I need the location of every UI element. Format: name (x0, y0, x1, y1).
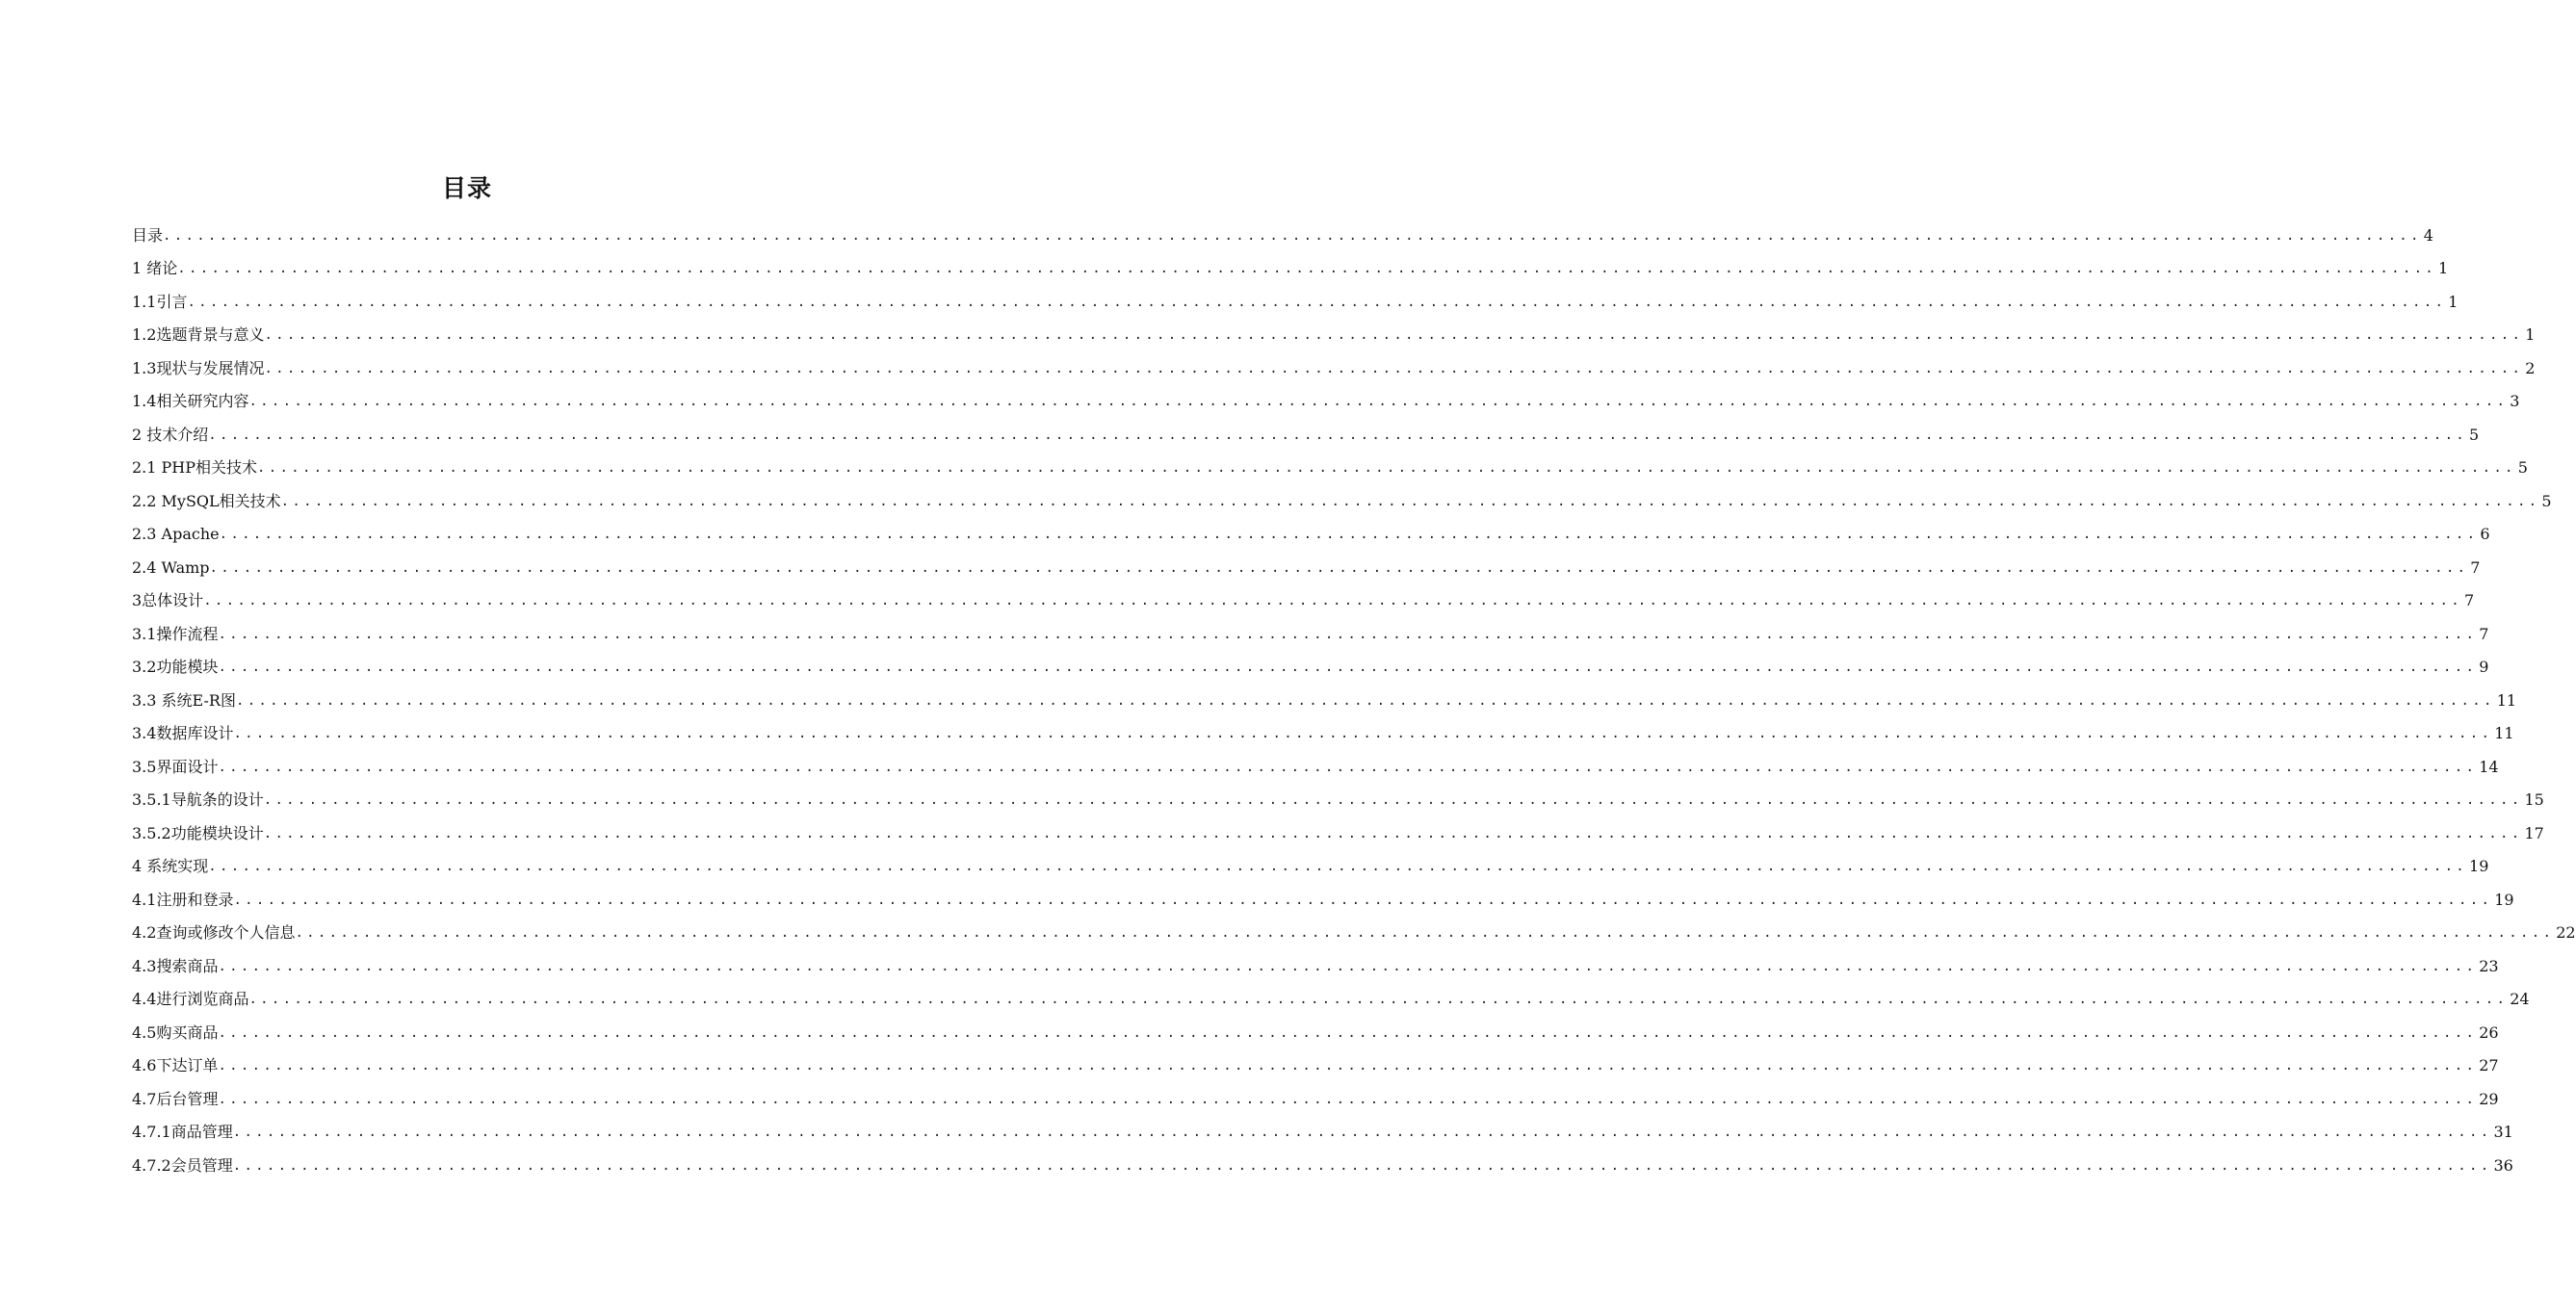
toc-entry-page-number: 7 (2479, 624, 2489, 643)
toc-entry[interactable] (132, 279, 2459, 313)
table-of-contents (132, 213, 2576, 1177)
toc-entry-label: 3.5界面设计 (132, 757, 219, 776)
toc-dot-leader: ........................................................................................................................................................................................................ (203, 593, 2462, 608)
toc-entry-label: 4.5购买商品 (132, 1022, 219, 1042)
toc-entry[interactable] (132, 545, 2481, 579)
toc-entry-label: 4.7.1商品管理 (132, 1123, 233, 1141)
toc-entry-page-number: 22 (2556, 923, 2576, 942)
toc-entry[interactable] (132, 678, 2517, 712)
toc-entry[interactable] (132, 778, 2544, 812)
toc-dot-leader: ........................................................................................................................................................................................................ (232, 1157, 2492, 1174)
toc-entry-page-number: 5 (2541, 491, 2552, 510)
toc-entry[interactable] (132, 811, 2544, 844)
toc-entry[interactable] (132, 744, 2499, 778)
toc-entry-page-number: 14 (2479, 757, 2499, 776)
toc-dot-leader: ........................................................................................................................................................................................................ (280, 493, 2540, 509)
toc-entry-page-number: 7 (2463, 591, 2475, 609)
toc-entry-label: 2 技术介绍 (132, 425, 209, 444)
toc-entry[interactable] (132, 977, 2530, 1011)
toc-dot-leader: ........................................................................................................................................................................................................ (264, 327, 2524, 343)
toc-entry[interactable] (132, 313, 2536, 347)
toc-entry-page-number: 26 (2479, 1022, 2499, 1042)
toc-entry-page-number: 29 (2479, 1089, 2499, 1108)
toc-entry[interactable] (132, 944, 2499, 977)
toc-entry-page-number: 6 (2480, 525, 2490, 543)
toc-entry-label: 3.4数据库设计 (132, 724, 234, 742)
toc-entry-page-number: 9 (2479, 658, 2489, 676)
toc-dot-leader: ........................................................................................................................................................................................................ (218, 759, 2478, 775)
toc-entry-label: 2.2 MySQL相关技术 (132, 491, 281, 510)
toc-entry[interactable] (132, 446, 2528, 479)
toc-dot-leader: ........................................................................................................................................................................................................ (177, 261, 2437, 276)
toc-dot-leader: ........................................................................................................................................................................................................ (218, 958, 2478, 974)
toc-entry[interactable] (132, 579, 2475, 612)
toc-entry[interactable] (132, 379, 2520, 413)
toc-dot-leader: ........................................................................................................................................................................................................ (233, 892, 2493, 908)
toc-entry[interactable] (132, 877, 2514, 911)
toc-entry-label: 4.1注册和登录 (132, 890, 234, 909)
toc-entry-page-number: 4 (2423, 225, 2433, 245)
toc-entry-label: 4.3搜索商品 (132, 956, 219, 975)
toc-entry-page-number: 3 (2510, 392, 2520, 410)
toc-dot-leader: ........................................................................................................................................................................................................ (208, 859, 2468, 874)
toc-entry-label: 4.7.2会员管理 (132, 1155, 233, 1175)
toc-entry-label: 3总体设计 (132, 591, 204, 609)
toc-entry[interactable] (132, 712, 2514, 745)
toc-entry-label: 1.1引言 (132, 292, 188, 311)
toc-entry-label: 3.3 系统E-R图 (132, 690, 236, 710)
toc-entry-page-number: 11 (2494, 724, 2514, 742)
toc-entry[interactable] (132, 1076, 2499, 1110)
toc-dot-leader: ........................................................................................................................................................................................................ (218, 626, 2478, 642)
toc-dot-leader: ........................................................................................................................................................................................................ (232, 1125, 2492, 1140)
toc-dot-leader: ........................................................................................................................................................................................................ (248, 394, 2509, 409)
toc-entry-label: 3.2功能模块 (132, 658, 219, 676)
toc-entry-label: 1 绪论 (132, 259, 178, 277)
toc-entry-page-number: 11 (2496, 690, 2517, 710)
toc-entry-page-number: 7 (2470, 557, 2481, 577)
toc-dot-leader: ........................................................................................................................................................................................................ (295, 925, 2555, 941)
toc-entry-label: 目录 (132, 225, 164, 245)
toc-entry-page-number: 5 (2517, 458, 2528, 477)
toc-entry-page-number: 1 (2525, 325, 2536, 344)
toc-entry-label: 4.7后台管理 (132, 1089, 219, 1108)
toc-dot-leader: ........................................................................................................................................................................................................ (263, 825, 2523, 841)
toc-entry-label: 2.1 PHP相关技术 (132, 458, 258, 477)
toc-entry-page-number: 19 (2494, 890, 2514, 909)
toc-entry-page-number: 27 (2479, 1056, 2499, 1074)
toc-entry[interactable] (132, 1010, 2499, 1044)
toc-entry-label: 1.4相关研究内容 (132, 392, 249, 410)
toc-entry[interactable] (132, 346, 2536, 379)
toc-entry-label: 2.4 Wamp (132, 557, 210, 577)
toc-entry-page-number: 2 (2525, 358, 2536, 377)
toc-entry[interactable] (132, 911, 2576, 945)
toc-entry-page-number: 24 (2510, 990, 2530, 1008)
toc-entry-label: 3.1操作流程 (132, 624, 219, 643)
toc-entry[interactable] (132, 611, 2489, 645)
toc-entry-page-number: 31 (2493, 1123, 2513, 1141)
toc-entry-page-number: 15 (2524, 790, 2544, 809)
toc-entry[interactable] (132, 1110, 2513, 1144)
toc-entry[interactable] (132, 246, 2449, 280)
toc-entry-label: 3.5.1导航条的设计 (132, 790, 264, 809)
toc-dot-leader: ........................................................................................................................................................................................................ (248, 992, 2509, 1007)
toc-entry-label: 4.6下达订单 (132, 1056, 219, 1074)
toc-dot-leader: ........................................................................................................................................................................................................ (218, 1058, 2478, 1074)
toc-entry-label: 1.3现状与发展情况 (132, 358, 265, 377)
toc-dot-leader: ........................................................................................................................................................................................................ (257, 460, 2516, 476)
toc-entry-page-number: 17 (2524, 823, 2544, 842)
toc-dot-leader: ........................................................................................................................................................................................................ (163, 227, 2422, 244)
toc-entry-label: 1.2选题背景与意义 (132, 325, 265, 344)
toc-dot-leader: ........................................................................................................................................................................................................ (233, 726, 2493, 741)
toc-dot-leader: ........................................................................................................................................................................................................ (219, 527, 2479, 542)
toc-dot-leader: ........................................................................................................................................................................................................ (235, 692, 2495, 709)
toc-dot-leader: ........................................................................................................................................................................................................ (187, 294, 2447, 310)
toc-entry[interactable] (132, 412, 2480, 446)
toc-entry-page-number: 1 (2438, 259, 2449, 277)
toc-dot-leader: ........................................................................................................................................................................................................ (218, 1024, 2478, 1041)
toc-entry[interactable] (132, 479, 2552, 512)
toc-entry[interactable] (132, 844, 2489, 878)
toc-entry[interactable] (132, 1044, 2499, 1077)
page-title: 目录 (441, 174, 492, 202)
toc-entry-page-number: 23 (2479, 956, 2499, 975)
toc-entry-label: 3.5.2功能模块设计 (132, 823, 264, 842)
toc-entry[interactable] (132, 645, 2489, 679)
toc-entry[interactable] (132, 213, 2433, 246)
toc-dot-leader: ........................................................................................................................................................................................................ (208, 427, 2468, 443)
toc-entry-label: 4 系统实现 (132, 857, 209, 875)
toc-dot-leader: ........................................................................................................................................................................................................ (218, 660, 2478, 675)
toc-entry[interactable] (132, 512, 2490, 546)
toc-entry-label: 2.3 Apache (132, 525, 220, 543)
toc-entry-page-number: 36 (2493, 1155, 2513, 1175)
toc-entry-label: 4.2查询或修改个人信息 (132, 923, 296, 942)
toc-entry[interactable] (132, 1143, 2513, 1177)
toc-dot-leader: ........................................................................................................................................................................................................ (264, 360, 2524, 376)
toc-entry-page-number: 5 (2469, 425, 2480, 444)
toc-dot-leader: ........................................................................................................................................................................................................ (218, 1091, 2478, 1107)
toc-entry-page-number: 19 (2469, 857, 2489, 875)
toc-entry-page-number: 1 (2448, 292, 2459, 311)
toc-dot-leader: ........................................................................................................................................................................................................ (209, 559, 2469, 576)
toc-entry-label: 4.4进行浏览商品 (132, 990, 249, 1008)
toc-dot-leader: ........................................................................................................................................................................................................ (263, 792, 2523, 808)
